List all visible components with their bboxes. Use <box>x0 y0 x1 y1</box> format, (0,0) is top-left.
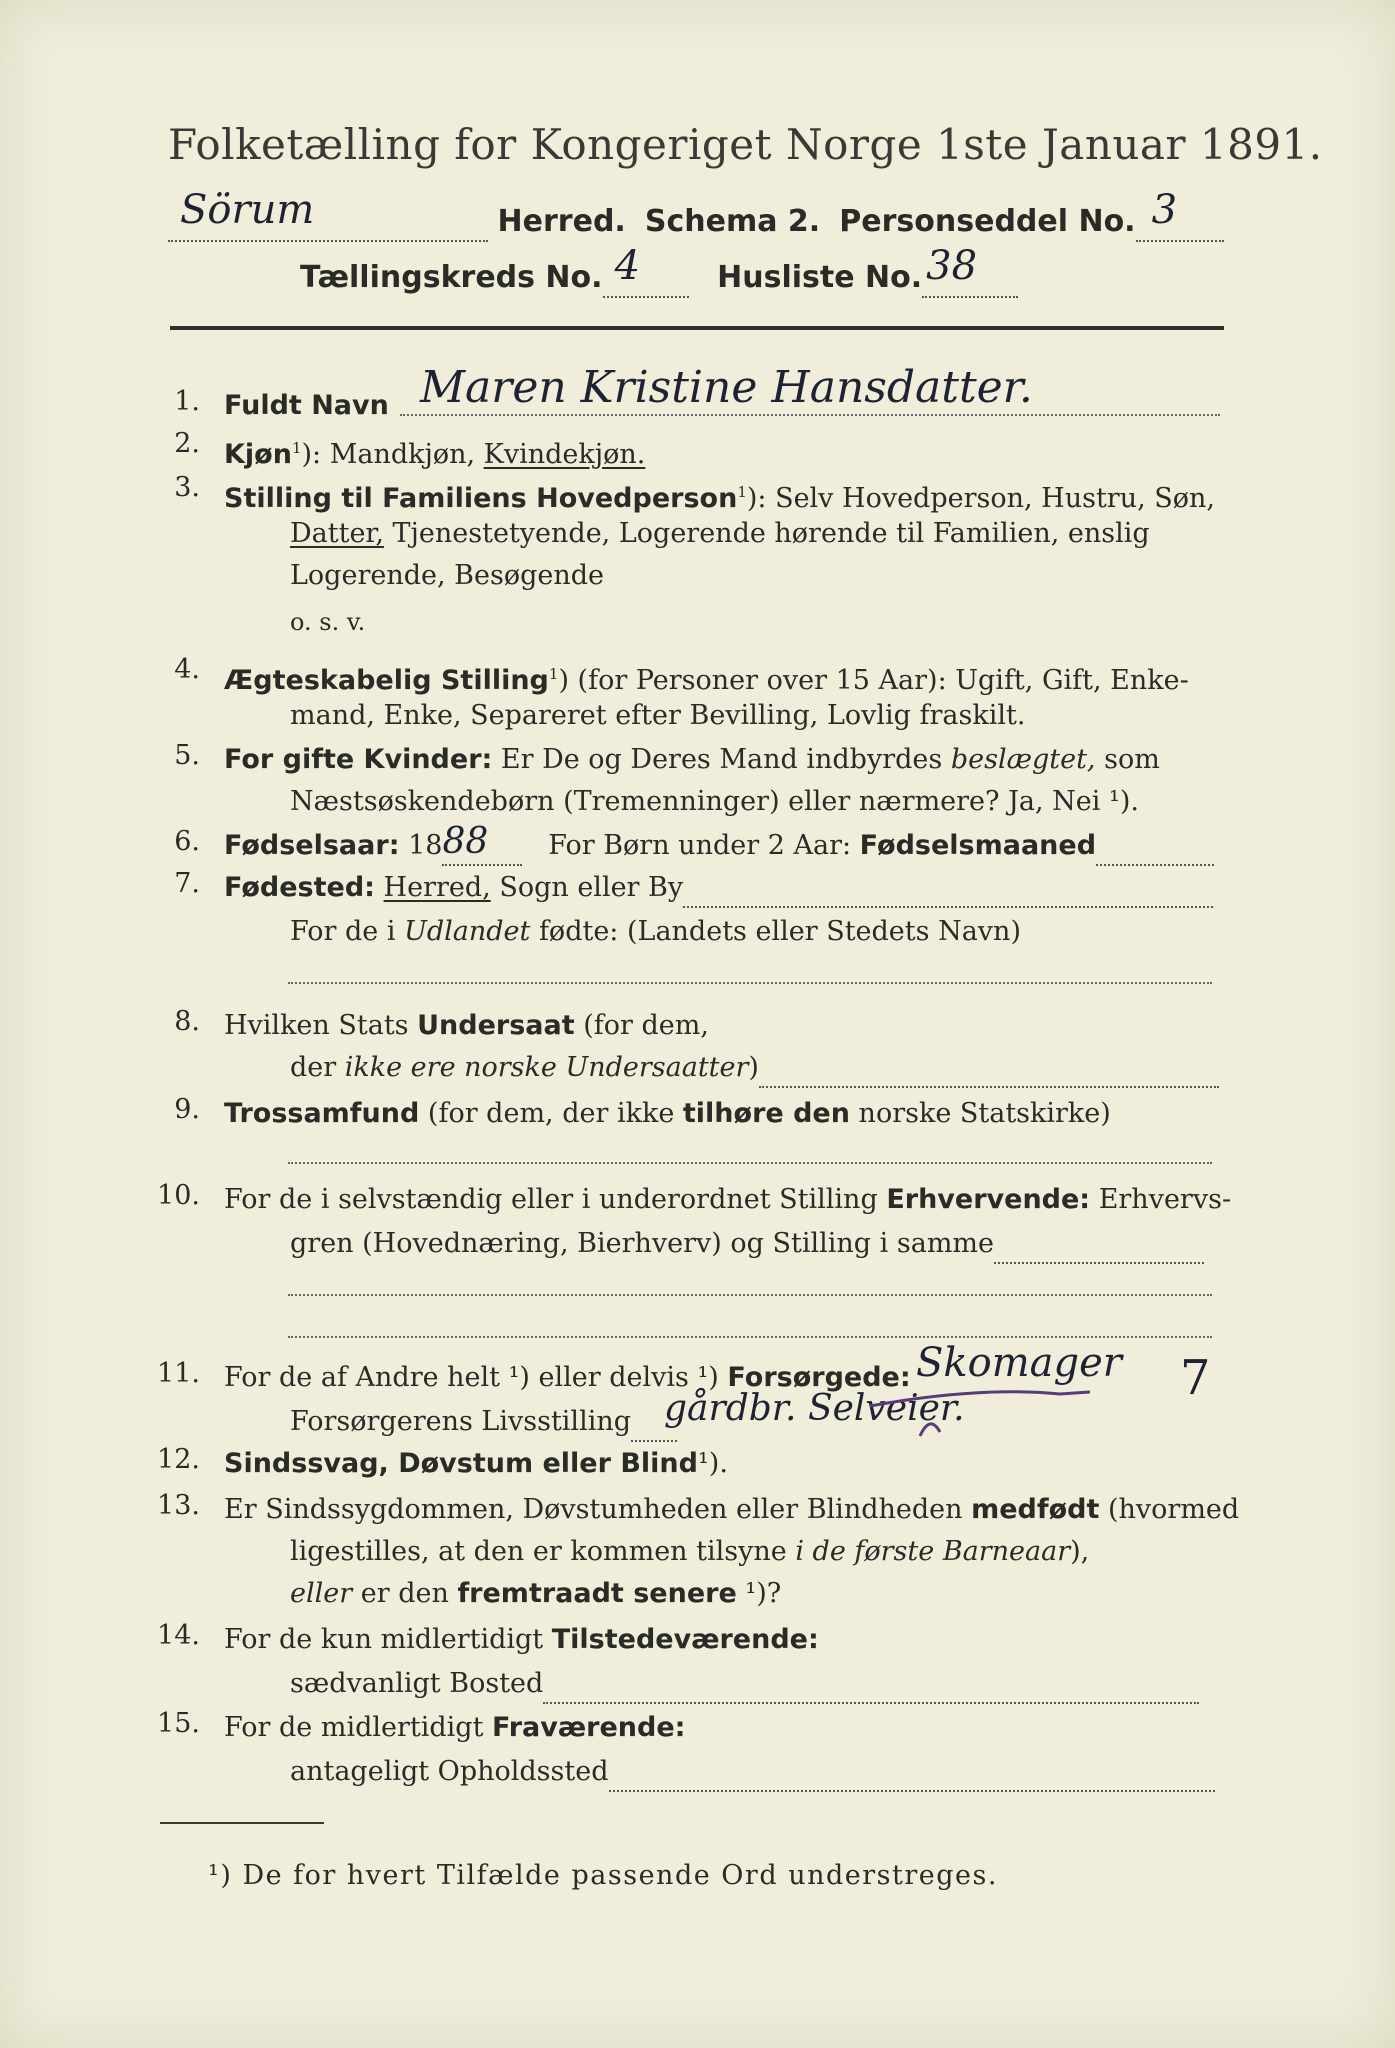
item-8-line-1 <box>224 1006 709 1046</box>
item-1 <box>224 386 389 426</box>
herred-label: Herred. <box>497 204 626 239</box>
item-15-line-2 <box>290 1752 1215 1792</box>
item-7-number: 7. <box>174 868 200 899</box>
item-3-line-2 <box>290 514 1150 554</box>
item-13-line-1 <box>224 1490 1239 1530</box>
occupation-field-2 <box>288 1294 1212 1296</box>
item-9-text-1: (for dem, der ikke <box>419 1098 683 1129</box>
item-8-text-3: der <box>290 1052 345 1083</box>
item-12 <box>224 1444 728 1484</box>
item-13-text-1: Er Sindssygdommen, Døvstumheden eller Blindheden <box>224 1494 972 1525</box>
item-7-abroad: Udlandet <box>404 916 531 947</box>
temporary-absent-label: Fraværende: <box>492 1712 686 1743</box>
husliste-field <box>922 243 1018 298</box>
item-13-childhood: i de første Barneaar <box>795 1536 1071 1567</box>
footnote: ¹) De for hvert Tilfælde passende Ord understreges. <box>208 1860 998 1891</box>
item-10-text-1: For de i selvstændig eller i underordnet Stilling <box>224 1184 887 1215</box>
sex-label: Kjøn <box>224 439 292 470</box>
item-14-line-2 <box>290 1664 1199 1704</box>
herred-field <box>168 187 488 242</box>
item-13-later: fremtraadt senere <box>457 1578 737 1609</box>
personseddel-field <box>1136 187 1224 242</box>
item-12-footnote: ¹). <box>697 1448 728 1479</box>
item-14-number: 14. <box>157 1620 200 1651</box>
item-5-number: 5. <box>174 740 200 771</box>
item-14-text-1: For de kun midlertidigt <box>224 1624 552 1655</box>
item-13-or: eller <box>290 1578 353 1609</box>
item-5-text-1: Er De og Deres Mand indbyrdes <box>492 744 951 775</box>
item-15-line-1 <box>224 1708 685 1748</box>
foreign-birthplace-field <box>288 982 1212 984</box>
item-3-options-1: ): Selv Hovedperson, Hustru, Søn, <box>746 483 1215 514</box>
item-5-text-2: som <box>1095 744 1160 775</box>
birth-year-prefix: 18 <box>408 830 443 861</box>
item-10-number: 10. <box>157 1180 200 1211</box>
item-9-belong: tilhøre den <box>682 1098 850 1129</box>
usual-residence-field <box>543 1672 1199 1704</box>
handwritten-underline <box>860 1366 1120 1446</box>
herred-line <box>168 187 1224 242</box>
occupation-field-3 <box>288 1336 1212 1338</box>
item-15-number: 15. <box>157 1708 200 1739</box>
item-3-number: 3. <box>174 472 200 503</box>
full-name-field <box>400 414 1220 416</box>
kreds-line <box>300 243 1018 298</box>
birthplace-label: Fødested: <box>224 872 375 903</box>
kreds-label: Tællingskreds No. <box>300 260 603 295</box>
family-position-selected: Datter, <box>290 518 384 549</box>
item-13-line-2 <box>290 1532 1089 1572</box>
supporter-occupation-label: Forsørgerens Livsstilling <box>290 1406 632 1437</box>
full-name-value: Maren Kristine Hansdatter. <box>420 362 1033 413</box>
supported-mark: 7 <box>1180 1350 1211 1406</box>
item-15-text-1: For de midlertidigt <box>224 1712 493 1743</box>
family-position-label: Stilling til Familiens Hovedperson <box>224 483 738 514</box>
item-8-text-1: Hvilken Stats <box>224 1010 418 1041</box>
birth-year-field <box>442 821 522 866</box>
item-13-text-6: ¹)? <box>736 1578 782 1609</box>
citizenship-field <box>759 1056 1219 1088</box>
birthplace-options: Sogn eller By <box>490 872 684 903</box>
citizenship-label: Undersaat <box>417 1010 575 1041</box>
item-8-number: 8. <box>174 1006 200 1037</box>
item-7-line-1 <box>224 868 1213 908</box>
occupation-label: Erhvervende: <box>886 1184 1091 1215</box>
item-7-line-2 <box>290 912 1021 952</box>
item-13-text-2: (hvormed <box>1099 1494 1240 1525</box>
married-women-label: For gifte Kvinder: <box>224 744 493 775</box>
item-4-line-1: Ægteskabelig Stilling$^1$) (for Personer over 15 Aar): Ugift, Gift, Enke- <box>224 665 1189 696</box>
marital-status-label: Ægteskabelig Stilling <box>224 665 549 696</box>
item-11-number: 11. <box>157 1358 200 1389</box>
item-2-number: 2. <box>174 428 200 459</box>
item-8-text-4: ) <box>748 1052 759 1083</box>
item-13-text-5: er den <box>352 1578 458 1609</box>
item-12-number: 12. <box>157 1444 200 1475</box>
item-13-text-4: ), <box>1070 1536 1090 1567</box>
item-5-related: beslægtet, <box>950 744 1096 775</box>
kreds-field <box>603 243 689 298</box>
sex-footnote-mark: 1 <box>291 439 302 457</box>
item-10-text-2: Erhvervs- <box>1090 1184 1232 1215</box>
item-9-number: 9. <box>174 1094 200 1125</box>
congenital-label: medfødt <box>971 1494 1100 1525</box>
item-4-options-1: ) (for Personer over 15 Aar): Ugift, Gift, Enke- <box>558 665 1189 696</box>
under-2-text: For Børn under 2 Aar: <box>548 830 852 861</box>
supporter-occupation-value: gårdbr. Selveier. <box>664 1388 965 1429</box>
item-6 <box>224 821 1214 866</box>
item-2 <box>224 428 645 475</box>
item-4-number: 4. <box>174 654 200 685</box>
item-13-line-3 <box>290 1574 781 1614</box>
item-5-line-1 <box>224 740 1160 780</box>
birth-month-label: Fødselsmaaned <box>859 830 1097 861</box>
item-11-text-1: For de af Andre helt ¹) eller delvis ¹) <box>224 1362 728 1393</box>
item-9 <box>224 1094 1111 1134</box>
item-3-options-2: Tjenestetyende, Logerende hørende til Familien, enslig <box>383 518 1150 549</box>
item-3-line-1: Stilling til Familiens Hovedperson$^1$): Selv Hovedperson, Hustru, Søn, <box>224 483 1215 514</box>
temporary-present-label: Tilstedeværende: <box>551 1624 819 1655</box>
item-7-text-a: For de i <box>290 916 405 947</box>
form-title: Folketælling for Kongeriget Norge 1ste Januar 1891. <box>168 120 1323 169</box>
birthplace-field <box>683 876 1213 908</box>
birth-month-field <box>1096 834 1214 866</box>
item-6-number: 6. <box>174 826 200 857</box>
disability-label: Sindssvag, Døvstum eller Blind <box>224 1448 698 1479</box>
personseddel-label: Personseddel No. <box>839 204 1136 239</box>
sex-selected: Kvindekjøn. <box>483 439 646 470</box>
item-3-line-4: o. s. v. <box>290 608 366 636</box>
birthplace-selected: Herred, <box>383 872 491 903</box>
supported-value: Skomager <box>916 1340 1122 1386</box>
occupation-field <box>994 1232 1204 1264</box>
husliste-label: Husliste No. <box>717 260 923 295</box>
item-10-line-2 <box>290 1224 1204 1264</box>
item-13-text-3: ligestilles, at den er kommen tilsyne <box>290 1536 796 1567</box>
item-3-line-3: Logerende, Besøgende <box>290 560 604 591</box>
item-8-line-2 <box>290 1048 1219 1088</box>
item-1-number: 1. <box>174 386 200 417</box>
kreds-value: 4 <box>614 243 641 289</box>
item-9-text-2: norske Statskirke) <box>849 1098 1111 1129</box>
birth-year-value: 88 <box>442 821 489 862</box>
item-11-line-2 <box>290 1402 677 1442</box>
religion-field <box>288 1162 1212 1164</box>
item-10-text-3: gren (Hovednæring, Bierhverv) og Stilling i samme <box>290 1228 995 1259</box>
item-5-line-2: Næstsøskendebørn (Tremenninger) eller nærmere? Ja, Nei ¹). <box>290 786 1139 817</box>
item-13-number: 13. <box>157 1490 200 1521</box>
item-7-text-b: fødte: (Landets eller Stedets Navn) <box>530 916 1021 947</box>
usual-residence-label: sædvanligt Bosted <box>290 1668 544 1699</box>
item-8-not-norwegian: ikke ere norske Undersaatter <box>344 1052 749 1083</box>
schema-label: Schema 2. <box>644 204 821 239</box>
item-8-text-2: (for dem, <box>574 1010 709 1041</box>
item-10-line-1 <box>224 1180 1231 1220</box>
probable-location-field <box>609 1760 1215 1792</box>
item-4-line-2: mand, Enke, Separeret efter Bevilling, Lovlig fraskilt. <box>290 700 1026 731</box>
probable-location-label: antageligt Opholdssted <box>290 1756 609 1787</box>
item-14-line-1 <box>224 1620 819 1660</box>
footnote-rule <box>160 1822 324 1824</box>
birth-year-label: Fødselsaar: <box>224 830 400 861</box>
husliste-value: 38 <box>926 243 978 289</box>
supported-label: Forsørgede: <box>727 1362 911 1393</box>
herred-value: Sörum <box>180 187 315 233</box>
full-name-label: Fuldt Navn <box>224 390 389 421</box>
header-rule <box>170 326 1224 330</box>
sex-options-a: ): Mandkjøn, <box>301 439 484 470</box>
religion-label: Trossamfund <box>224 1098 420 1129</box>
personseddel-value: 3 <box>1151 187 1178 233</box>
